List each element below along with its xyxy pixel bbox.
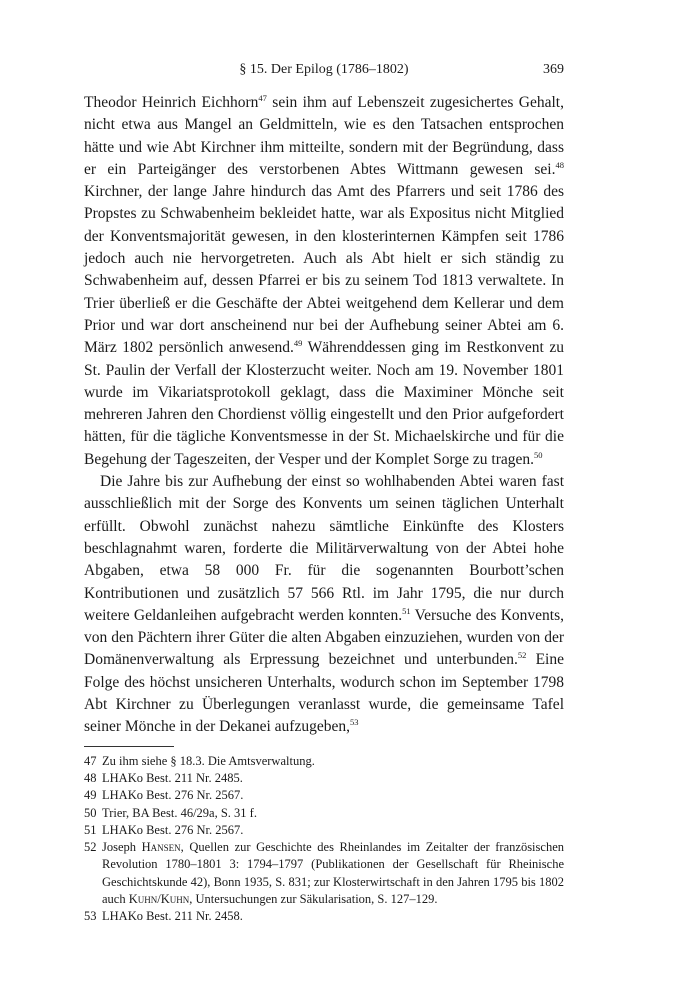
footnote-48 bbox=[84, 770, 564, 787]
author-name: Hansen bbox=[141, 840, 181, 855]
author-name: Kuhn/Kuhn bbox=[128, 891, 190, 906]
footnote-52 bbox=[84, 839, 564, 908]
footnote-number: 53 bbox=[84, 909, 97, 924]
paragraph-2: Die Jahre bis zur Aufhebung der einst so wohlhabenden Abtei waren fast ausschließlich mit der Sorge des Konvents um seinen täglichen Unterhalt erfüllt. Obwohl zunächst nahezu sämtliche Einkünfte des Klosters beschlagnahmt waren, forderte die Militärverwaltung von der Abtei hohe Abgaben, etwa 58 000 Fr. für die sogenannten Bourbott’schen Kontributionen und zusätzlich 57 566 Rtl. im Jahr 1795, die nur durch weitere Geldanleihen aufgebracht werden konnten.$^{51}$ Versuche des Konvents, von den Pächtern ihrer Güter die alten Abgaben einzuziehen, wurden von der Domänenverwaltung als Erpressung bezeichnet und unterbunden.$^{52}$ Eine Folge des höchst unsicheren Unterhalts, wodurch schon im September 1798 Abt Kirchner zu Überlegungen veranlasst wurde, die gemeinsame Tafel seiner Mönche in der Dekanei aufzugeben,$^{53}$ bbox=[84, 473, 564, 736]
page bbox=[84, 62, 564, 926]
footnote-text: Zu ihm siehe § 18.3. Die Amtsverwaltung. bbox=[102, 753, 315, 768]
running-title: § 15. Der Epilog (1786–1802) bbox=[239, 62, 409, 77]
footnote-separator bbox=[84, 746, 174, 747]
footnote-number: 49 bbox=[84, 788, 97, 803]
footnote-text: Joseph Hansen, Quellen zur Geschichte des Rheinlandes im Zeitalter der französischen Revolution 1780–1801 3: 1794–1797 (Publikationen der Gesellschaft für Rheinische Geschichtskunde 42), Bonn 1935, S. 831; zur Klosterwirtschaft in den Jahren 1795 bis 1802 auch Kuhn/Kuhn, Untersuchungen zur Säkularisation, S. 127–129. bbox=[102, 840, 564, 906]
footnote-ref-52: 52 bbox=[517, 650, 527, 661]
page-number: 369 bbox=[543, 62, 564, 77]
footnote-50 bbox=[84, 805, 564, 822]
footnote-number: 47 bbox=[84, 753, 97, 768]
footnote-number: 51 bbox=[84, 822, 97, 837]
footnote-47 bbox=[84, 753, 564, 770]
footnote-text: LHAKo Best. 211 Nr. 2485. bbox=[102, 770, 243, 785]
footnote-text: Trier, BA Best. 46/29a, S. 31 f. bbox=[102, 805, 257, 820]
footnote-text: LHAKo Best. 211 Nr. 2458. bbox=[102, 909, 243, 924]
footnote-53 bbox=[84, 908, 564, 925]
main-text bbox=[84, 92, 564, 739]
footnote-49 bbox=[84, 787, 564, 804]
footnote-ref-51: 51 bbox=[402, 605, 411, 616]
footnote-ref-50: 50 bbox=[534, 449, 543, 460]
footnote-ref-53: 53 bbox=[349, 717, 359, 728]
footnote-ref-49: 49 bbox=[293, 338, 303, 349]
footnote-number: 52 bbox=[84, 840, 97, 855]
footnote-51 bbox=[84, 822, 564, 839]
footnote-text: LHAKo Best. 276 Nr. 2567. bbox=[102, 822, 244, 837]
footnotes bbox=[84, 753, 564, 926]
footnote-ref-48: 48 bbox=[555, 159, 564, 170]
footnote-ref-47: 47 bbox=[258, 93, 267, 103]
running-head bbox=[84, 62, 564, 84]
paragraph-1: Theodor Heinrich Eichhorn$^{47}$ sein ihm auf Lebenszeit zugesichertes Gehalt, nicht etwa aus Mangel an Geldmitteln, wie es den Tatsachen entsprochen hätte und wie Abt Kirchner ihm mitteilte, sondern mit der Begründung, dass er ein Parteigänger des verstorbenen Abtes Wittmann gewesen sei.$^{48}$ Kirchner, der lange Jahre hindurch das Amt des Pfarrers und seit 1786 des Propstes zu Schwabenheim bekleidet hatte, war als Expositus nicht Mitglied der Konventsmajorität gewesen, in den klosterinternen Kämpfen seit 1786 jedoch auch nie hervorgetreten. Auch als Abt hielt er sich ständig zu Schwabenheim auf, dessen Pfarrei er bis zu seinem Tod 1813 verwaltete. In Trier überließ er die Geschäfte der Abtei weitgehend dem Kellerar und dem Prior und war dort anscheinend nur bei der Aufhebung seiner Abtei am 6. März 1802 persönlich anwesend.$^{49}$ Währenddessen ging im Restkonvent zu St. Paulin der Verfall der Klosterzucht weiter. Noch am 19. November 1801 wurde im Vikariatsprotokoll geklagt, dass die Maximiner Mönche seit mehreren Jahren den Chordienst völlig eingestellt und den Prior aufgefordert hätten, für die tägliche Konventsmesse in der St. Michaelskirche und für die Begehung der Tageszeiten, der Vesper und der Komplet Sorge zu tragen.$^{50}$ bbox=[84, 93, 564, 468]
footnote-number: 50 bbox=[84, 805, 97, 820]
footnote-text: LHAKo Best. 276 Nr. 2567. bbox=[102, 788, 244, 803]
footnote-number: 48 bbox=[84, 770, 97, 785]
